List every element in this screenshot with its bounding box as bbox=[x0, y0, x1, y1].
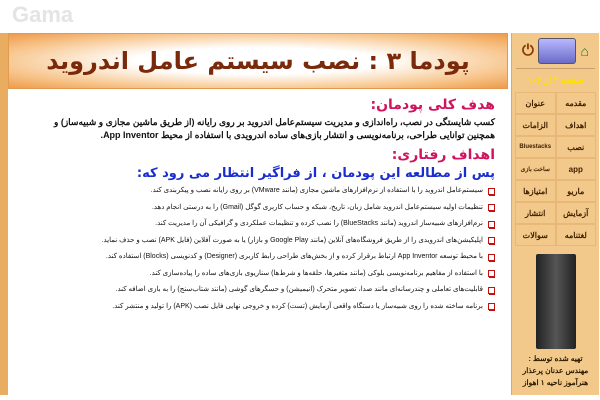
expect-heading: پس از مطالعه این پودمان ، از فراگیر انتظار می رود که: bbox=[136, 166, 495, 181]
nav-requirements[interactable]: الزامات bbox=[515, 114, 556, 136]
power-icon[interactable]: ⏻ bbox=[522, 42, 534, 59]
author-credit bbox=[512, 353, 599, 389]
page-title: پودما ۳ : نصب سیستم عامل اندروید bbox=[46, 47, 470, 75]
nav-goals[interactable]: اهداف bbox=[556, 114, 597, 136]
list-item bbox=[14, 282, 495, 299]
nav-game-build[interactable]: ساخت بازی bbox=[515, 158, 556, 180]
credit-line: مهندس عدنان پرعذار bbox=[522, 366, 589, 375]
bullet-icon bbox=[488, 254, 495, 261]
nav-install[interactable]: نصب bbox=[556, 136, 597, 158]
title-banner bbox=[8, 33, 508, 89]
item-text: نرم‌افزارهای شبیه‌ساز اندروید (مانند BlueStacks) را نصب کرده و تنظیمات عملکردی و گرافیکی آن را مدیریت کند. bbox=[155, 220, 483, 227]
list-item bbox=[14, 200, 495, 217]
nav-intro[interactable]: مقدمه bbox=[556, 92, 597, 114]
goal-text-line: همچنین توانایی طراحی، برنامه‌نویسی و انتشار بازی‌های ساده اندرویدی با استفاده از محیط App Inventor. bbox=[100, 130, 495, 140]
nav-publish[interactable]: انتشار bbox=[515, 202, 556, 224]
list-item bbox=[14, 249, 495, 266]
credit-line: هنرآموز ناحیه ۱ اهواز bbox=[522, 378, 589, 387]
nav-scores[interactable]: امتیازها bbox=[515, 180, 556, 202]
sidebar-toolbar bbox=[516, 33, 595, 69]
nav-app[interactable]: app bbox=[556, 158, 597, 180]
credit-line: تهیه شده توسط : bbox=[528, 354, 583, 363]
item-text: با محیط توسعه App Inventor ارتباط برقرار کرده و از بخش‌های طراحی رابط کاربری (Designer) و کدنویسی (Blocks) استفاده کند. bbox=[105, 253, 483, 260]
objectives-list bbox=[14, 183, 495, 315]
sidebar bbox=[511, 33, 599, 395]
list-item bbox=[14, 183, 495, 200]
left-border bbox=[0, 33, 8, 395]
nav-test[interactable]: آزمایش bbox=[556, 202, 597, 224]
goal-heading: هدف کلی پودمان: bbox=[370, 97, 495, 113]
nav-grid bbox=[515, 92, 596, 246]
bullet-icon bbox=[488, 188, 495, 195]
laptop-icon bbox=[538, 38, 576, 64]
content-area bbox=[10, 92, 505, 398]
item-text: تنظیمات اولیه سیستم‌عامل اندروید شامل زبان، تاریخ، شبکه و حساب کاربری گوگل (Gmail) را به درستی انجام دهد. bbox=[151, 203, 483, 211]
page-counter: صفحه ۲ از ۱۰۶ bbox=[527, 75, 584, 85]
item-text: با استفاده از مفاهیم برنامه‌نویسی بلوکی (مانند متغیرها، حلقه‌ها و شرط‌ها) سناریوی بازی‌های ساده را پیاده‌سازی کند. bbox=[149, 269, 483, 277]
item-text: اپلیکیشن‌های اندرویدی را از طریق فروشگاه‌های آنلاین (مانند Google Play و بازار) یا به صورت آفلاین (فایل APK) نصب و حذف نماید. bbox=[101, 236, 483, 244]
item-text: سیستم‌عامل اندروید را با استفاده از نرم‌افزارهای ماشین مجازی (مانند VMware) بر روی رایانه نصب و پیکربندی کند. bbox=[150, 187, 483, 194]
goal-text-line: کسب شایستگی در نصب، راه‌اندازی و مدیریت سیستم‌عامل اندروید بر روی رایانه (از طریق ماشین مجازی و شبیه‌ساز) و bbox=[53, 117, 495, 127]
watermark: Gama bbox=[12, 2, 74, 27]
bullet-icon bbox=[488, 204, 495, 211]
item-text: برنامه ساخته شده را روی شبیه‌ساز یا دستگاه واقعی آزمایش (تست) کرده و خروجی نهایی فایل نصب (APK) را تولید و منتشر کند. bbox=[112, 302, 483, 310]
bullet-icon bbox=[488, 221, 495, 228]
bullet-icon bbox=[488, 270, 495, 277]
list-item bbox=[14, 216, 495, 233]
goal-text bbox=[14, 116, 495, 142]
item-text: قابلیت‌های تعاملی و چندرسانه‌ای مانند صدا، تصویر متحرک (انیمیشن) و حسگرهای گوشی (مانند شتاب‌سنج) را به بازی اضافه کند. bbox=[115, 286, 483, 293]
nav-questions[interactable]: سوالات bbox=[515, 224, 556, 246]
bullet-icon bbox=[488, 287, 495, 294]
home-icon[interactable]: ⌂ bbox=[580, 42, 589, 59]
computer-case-image bbox=[536, 254, 576, 349]
list-item bbox=[14, 299, 495, 316]
list-item bbox=[14, 266, 495, 283]
list-item bbox=[14, 233, 495, 250]
bullet-icon bbox=[488, 237, 495, 244]
nav-glossary[interactable]: لغتنامه bbox=[556, 224, 597, 246]
nav-mario[interactable]: ماریو bbox=[556, 180, 597, 202]
nav-title[interactable]: عنوان bbox=[515, 92, 556, 114]
behavior-heading: اهداف رفتاری: bbox=[391, 147, 495, 163]
nav-bluestacks[interactable]: Bluestacks bbox=[515, 136, 556, 158]
bullet-icon bbox=[488, 303, 495, 310]
